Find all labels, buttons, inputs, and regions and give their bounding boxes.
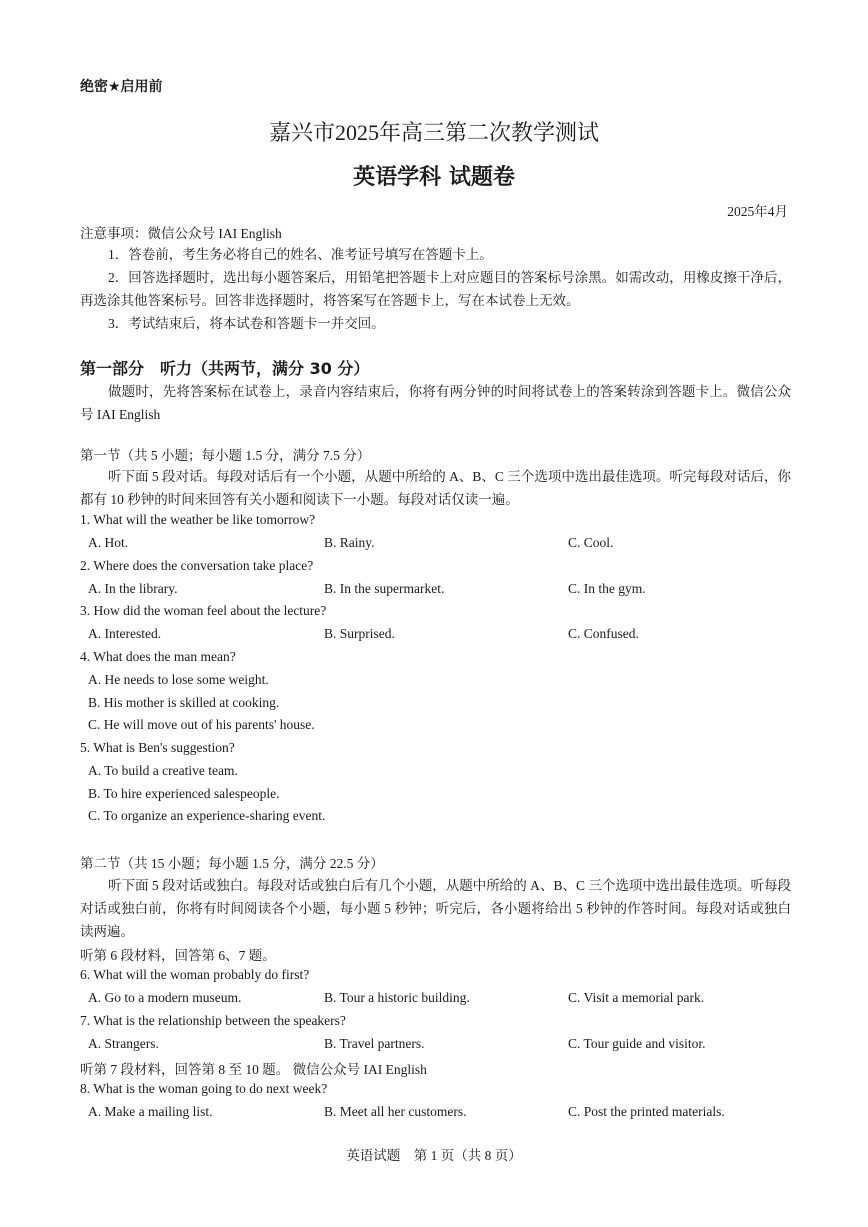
notes-heading: 注意事项：微信公众号 IAI English [80,226,282,241]
q8-option-c: C. Post the printed materials. [568,1104,725,1119]
exam-subtitle: 英语学科 试题卷 [353,165,515,190]
question-5: 5. What is Ben's suggestion? [80,740,235,755]
q2-option-c: C. In the gym. [568,581,646,596]
material-7-note: 听第 7 段材料，回答第 8 至 10 题。 微信公众号 IAI English [80,1062,427,1077]
q4-option-b: B. His mother is skilled at cooking. [88,695,280,710]
part1-intro: 做题时，先将答案标在试卷上，录音内容结束后，你将有两分钟的时间将试卷上的答案转涂到答题卡上。微信公众号 IAI English [80,384,791,422]
question-1: 1. What will the weather be like tomorrow? [80,512,316,527]
q7-option-c: C. Tour guide and visitor. [568,1036,706,1051]
note-item-3: 3．考试结束后，将本试卷和答题卡一并交回。 [108,316,385,331]
part1-heading: 第一部分 听力（共两节，满分 30 分） [80,359,370,378]
q4-option-a: A. He needs to lose some weight. [88,672,269,687]
note-item-2: 2．回答选择题时，选出每小题答案后，用铅笔把答题卡上对应题目的答案标号涂黑。如需改动，用橡皮擦干净后，再选涂其他答案标号。回答非选择题时，将答案写在答题卡上，写在本试卷上无效。 [80,270,791,308]
section2-intro: 听下面 5 段对话或独白。每段对话或独白后有几个小题，从题中所给的 A、B、C 三个选项中选出最佳选项。听每段对话或独白前，你将有时间阅读各个小题，每小题 5 秒钟；听完后，各小题将给出 5 秒钟的作答时间。每段对话或独白读两遍。 [80,878,791,939]
section1-heading: 第一节（共 5 小题；每小题 1.5 分，满分 7.5 分） [80,448,371,463]
q8-option-a: A. Make a mailing list. [88,1104,213,1119]
q6-option-b: B. Tour a historic building. [324,990,470,1005]
material-6-note: 听第 6 段材料，回答第 6、7 题。 [80,948,276,963]
q3-option-b: B. Surprised. [324,626,395,641]
q5-option-b: B. To hire experienced salespeople. [88,786,280,801]
q4-option-c: C. He will move out of his parents' house. [88,717,315,732]
question-2: 2. Where does the conversation take place? [80,558,314,573]
q1-option-a: A. Hot. [88,535,129,550]
q3-option-a: A. Interested. [88,626,162,641]
q5-option-a: A. To build a creative team. [88,763,238,778]
q5-option-c: C. To organize an experience-sharing event. [88,808,326,823]
q2-option-a: A. In the library. [88,581,178,596]
q1-option-c: C. Cool. [568,535,614,550]
question-4: 4. What does the man mean? [80,649,236,664]
q8-option-b: B. Meet all her customers. [324,1104,467,1119]
question-6: 6. What will the woman probably do first? [80,967,310,982]
section2-heading: 第二节（共 15 小题；每小题 1.5 分，满分 22.5 分） [80,856,384,871]
q2-option-b: B. In the supermarket. [324,581,445,596]
q3-option-c: C. Confused. [568,626,639,641]
question-7: 7. What is the relationship between the speakers? [80,1013,346,1028]
exam-date: 2025年4月 [727,204,788,219]
confidential-mark: 绝密★启用前 [80,79,163,95]
q7-option-a: A. Strangers. [88,1036,159,1051]
note-item-1: 1．答卷前，考生务必将自己的姓名、准考证号填写在答题卡上。 [108,247,493,262]
exam-title: 嘉兴市2025年高三第二次教学测试 [268,120,599,145]
page-footer: 英语试题 第 1 页（共 8 页） [346,1148,522,1163]
section1-intro: 听下面 5 段对话。每段对话后有一个小题，从题中所给的 A、B、C 三个选项中选出最佳选项。听完每段对话后，你都有 10 秒钟的时间来回答有关小题和阅读下一小题。每段对话仅读一遍。 [80,469,791,507]
q1-option-b: B. Rainy. [324,535,375,550]
q6-option-a: A. Go to a modern museum. [88,990,242,1005]
q6-option-c: C. Visit a memorial park. [568,990,705,1005]
question-8: 8. What is the woman going to do next week? [80,1081,328,1096]
question-3: 3. How did the woman feel about the lecture? [80,603,327,618]
q7-option-b: B. Travel partners. [324,1036,425,1051]
